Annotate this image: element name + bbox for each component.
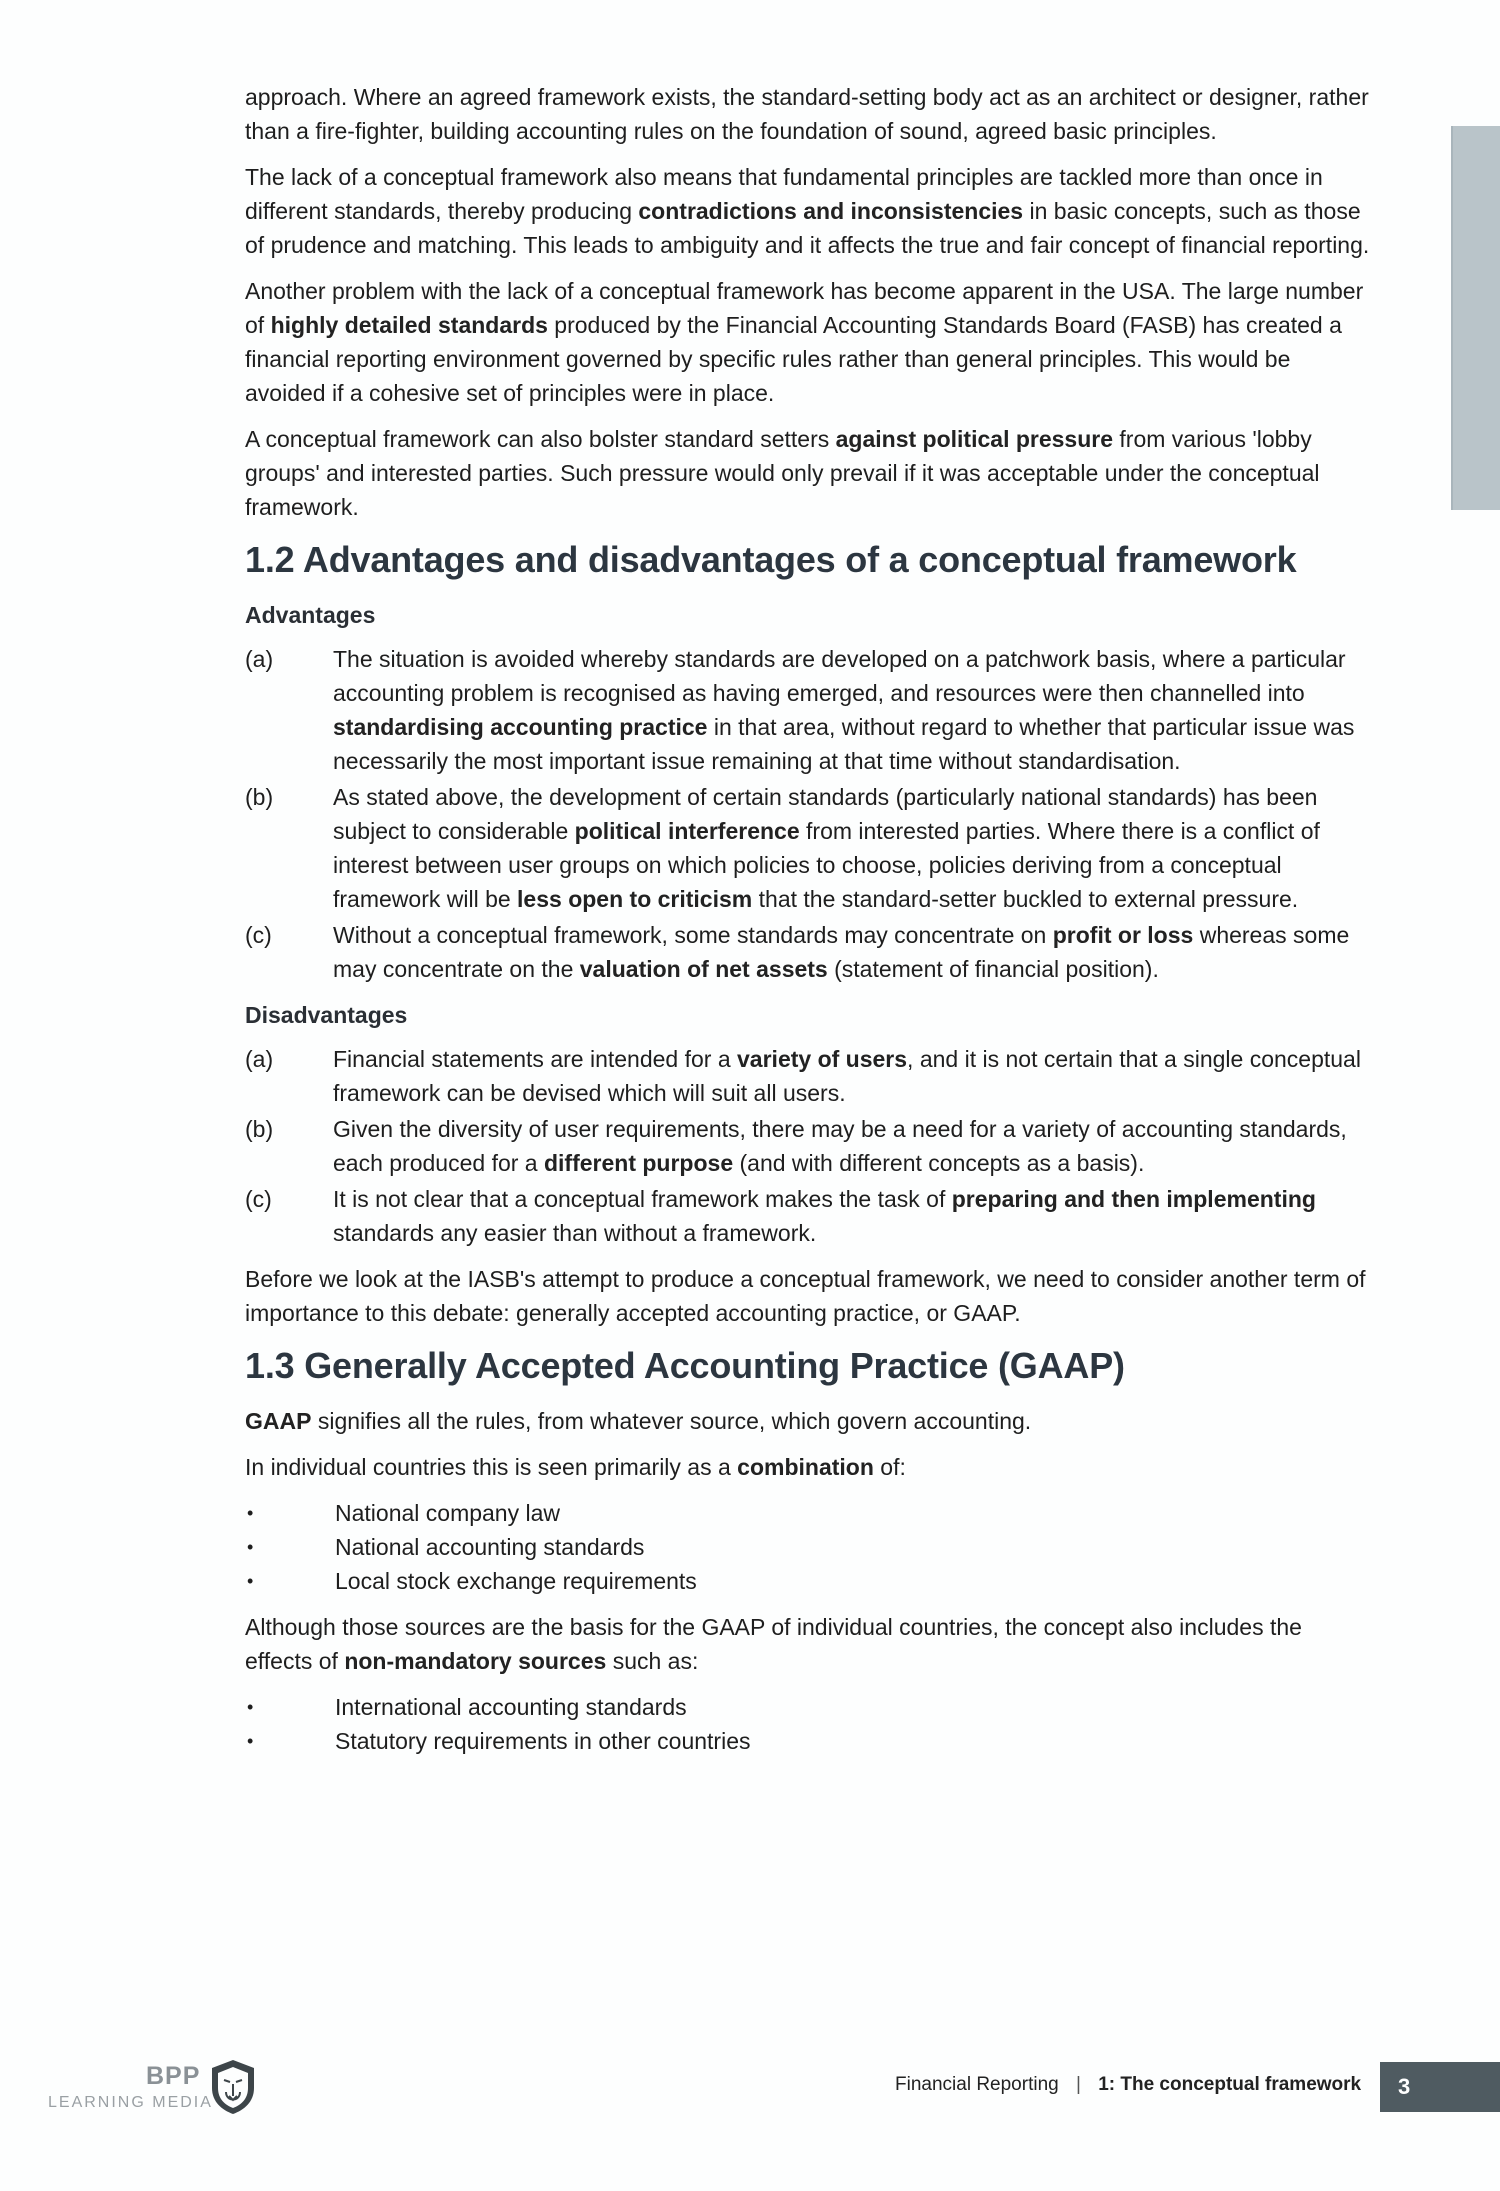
text-run: The situation is avoided whereby standards are developed on a patchwork basis, where a particular accounting problem is recognised as having emerged, and resources were then channelled into (333, 646, 1346, 706)
text-run: Although those sources are the basis for the GAAP of individual countries, the concept also includes the effects of (245, 1614, 1302, 1674)
text-run: such as: (606, 1648, 699, 1674)
list-item (245, 1182, 1375, 1250)
list-item (245, 780, 1375, 916)
non-mandatory-sources-list (245, 1690, 1375, 1758)
section-heading-1-2: 1.2 Advantages and disadvantages of a conceptual framework (245, 539, 1297, 580)
text-run: from various 'lobby groups' and interested parties. Such pressure would only prevail if it was acceptable under the conceptual framework. (245, 426, 1320, 520)
disadvantages-heading: Disadvantages (245, 1002, 408, 1028)
list-item (245, 642, 1375, 778)
text-run: (statement of financial position). (827, 956, 1159, 982)
text-run: The lack of a conceptual framework also means that fundamental principles are tackled more than once in different standards, thereby producing (245, 164, 1323, 224)
item-label: (a) (245, 646, 274, 672)
publisher-logo (48, 2058, 258, 2128)
text-run: (and with different concepts as a basis). (733, 1150, 1145, 1176)
item-text (333, 642, 1375, 778)
book-title: Financial Reporting (895, 2074, 1059, 2095)
page-number: 3 (1380, 2062, 1500, 2112)
text-run: , and it is not certain that a single conceptual framework can be devised which will suit all users. (333, 1046, 1361, 1106)
bullet-item (245, 1496, 1375, 1530)
text-run: Before we look at the IASB's attempt to produce a conceptual framework, we need to consider another term of importance to this debate: generally accepted accounting practice, or GAAP. (245, 1266, 1366, 1326)
text-run: whereas some may concentrate on the (333, 922, 1350, 982)
bullet-item (245, 1690, 1375, 1724)
emphasis-text: contradictions and inconsistencies (638, 198, 1024, 224)
emphasis-text: political interference (574, 818, 800, 844)
bullet-icon: • (247, 1731, 254, 1751)
bullet-text: Statutory requirements in other countries (335, 1728, 751, 1754)
paragraph (245, 1262, 1375, 1330)
text-run: Financial statements are intended for a (333, 1046, 738, 1072)
bullet-icon: • (247, 1503, 254, 1523)
gaap-sources-list (245, 1496, 1375, 1598)
list-item (245, 1042, 1375, 1110)
disadvantages-list (245, 1042, 1375, 1250)
emphasis-text: combination (737, 1454, 874, 1480)
paragraph (245, 1450, 1375, 1484)
item-text (333, 1182, 1375, 1250)
list-item (245, 918, 1375, 986)
text-run: A conceptual framework can also bolster standard setters (245, 426, 836, 452)
emphasis-text: valuation of net assets (579, 956, 828, 982)
item-label: (c) (245, 922, 272, 948)
bullet-item (245, 1724, 1375, 1758)
paragraph (245, 80, 1375, 148)
item-text (333, 780, 1375, 916)
text-run: In individual countries this is seen primarily as a (245, 1454, 738, 1480)
intro-paragraphs (245, 80, 1375, 524)
bullet-text: National company law (335, 1500, 561, 1526)
item-label: (c) (245, 1186, 272, 1212)
bullet-text: National accounting standards (335, 1534, 645, 1560)
text-run: signifies all the rules, from whatever source, which govern accounting. (311, 1408, 1032, 1434)
logo-brand: BPP (146, 2062, 201, 2090)
text-run: Without a conceptual framework, some standards may concentrate on (333, 922, 1053, 948)
bullet-icon: • (247, 1571, 254, 1591)
bullet-icon: • (247, 1697, 254, 1717)
text-run: from interested parties. Where there is a conflict of interest between user groups on which policies to choose, policies deriving from a conceptual framework will be (333, 818, 1320, 912)
list-item (245, 1112, 1375, 1180)
text-run: standards any easier than without a framework. (333, 1220, 817, 1246)
section-heading-1-3: 1.3 Generally Accepted Accounting Practice (GAAP) (245, 1345, 1125, 1386)
chapter-title: 1: The conceptual framework (1098, 2074, 1362, 2095)
bullet-text: Local stock exchange requirements (335, 1568, 697, 1594)
item-label: (a) (245, 1046, 274, 1072)
item-text (333, 1042, 1375, 1110)
emphasis-text: non-mandatory sources (344, 1648, 607, 1674)
emphasis-text: less open to criticism (517, 886, 753, 912)
bullet-item (245, 1564, 1375, 1598)
emphasis-text: standardising accounting practice (333, 714, 708, 740)
text-run: It is not clear that a conceptual framework makes the task of (333, 1186, 952, 1212)
lion-shield-icon (208, 2058, 258, 2116)
running-footer (895, 2073, 1361, 2097)
emphasis-text: against political pressure (835, 426, 1114, 452)
text-run: Given the diversity of user requirements, there may be a need for a variety of accounting standards, each produced for a (333, 1116, 1347, 1176)
paragraph (245, 1404, 1375, 1438)
paragraph (245, 274, 1375, 410)
text-run: in that area, without regard to whether that particular issue was necessarily the most important issue remaining at that time without standardisation. (333, 714, 1355, 774)
emphasis-text: profit or loss (1052, 922, 1194, 948)
item-text (333, 918, 1375, 986)
advantages-list (245, 642, 1375, 986)
text-run: produced by the Financial Accounting Standards Board (FASB) has created a financial reporting environment governed by specific rules rather than general principles. This would be avoided if a cohesive set of principles were in place. (245, 312, 1342, 406)
bullet-item (245, 1530, 1375, 1564)
text-run: in basic concepts, such as those of prudence and matching. This leads to ambiguity and it affects the true and fair concept of financial reporting. (245, 198, 1370, 258)
text-run: approach. Where an agreed framework exists, the standard-setting body act as an architect or designer, rather than a fire-fighter, building accounting rules on the foundation of sound, agreed basic principles. (245, 84, 1369, 144)
page-content (245, 80, 1375, 1770)
text-run: Another problem with the lack of a conceptual framework has become apparent in the USA. The large number of (245, 278, 1364, 338)
footer-separator: | (1075, 2074, 1081, 2095)
paragraph (245, 422, 1375, 524)
paragraph (245, 1610, 1375, 1678)
emphasis-text: highly detailed standards (270, 312, 548, 338)
emphasis-text: GAAP (245, 1408, 312, 1434)
emphasis-text: preparing and then implementing (951, 1186, 1316, 1212)
bullet-text: International accounting standards (335, 1694, 687, 1720)
advantages-heading: Advantages (245, 602, 376, 628)
item-label: (b) (245, 784, 274, 810)
paragraph (245, 160, 1375, 262)
text-run: As stated above, the development of certain standards (particularly national standards) has been subject to considerable (333, 784, 1318, 844)
logo-subtitle: LEARNING MEDIA (48, 2094, 213, 2111)
text-run: that the standard-setter buckled to external pressure. (752, 886, 1299, 912)
item-label: (b) (245, 1116, 274, 1142)
chapter-side-tab (1451, 126, 1500, 510)
text-run: of: (873, 1454, 906, 1480)
bullet-icon: • (247, 1537, 254, 1557)
item-text (333, 1112, 1375, 1180)
emphasis-text: different purpose (543, 1150, 734, 1176)
emphasis-text: variety of users (737, 1046, 908, 1072)
